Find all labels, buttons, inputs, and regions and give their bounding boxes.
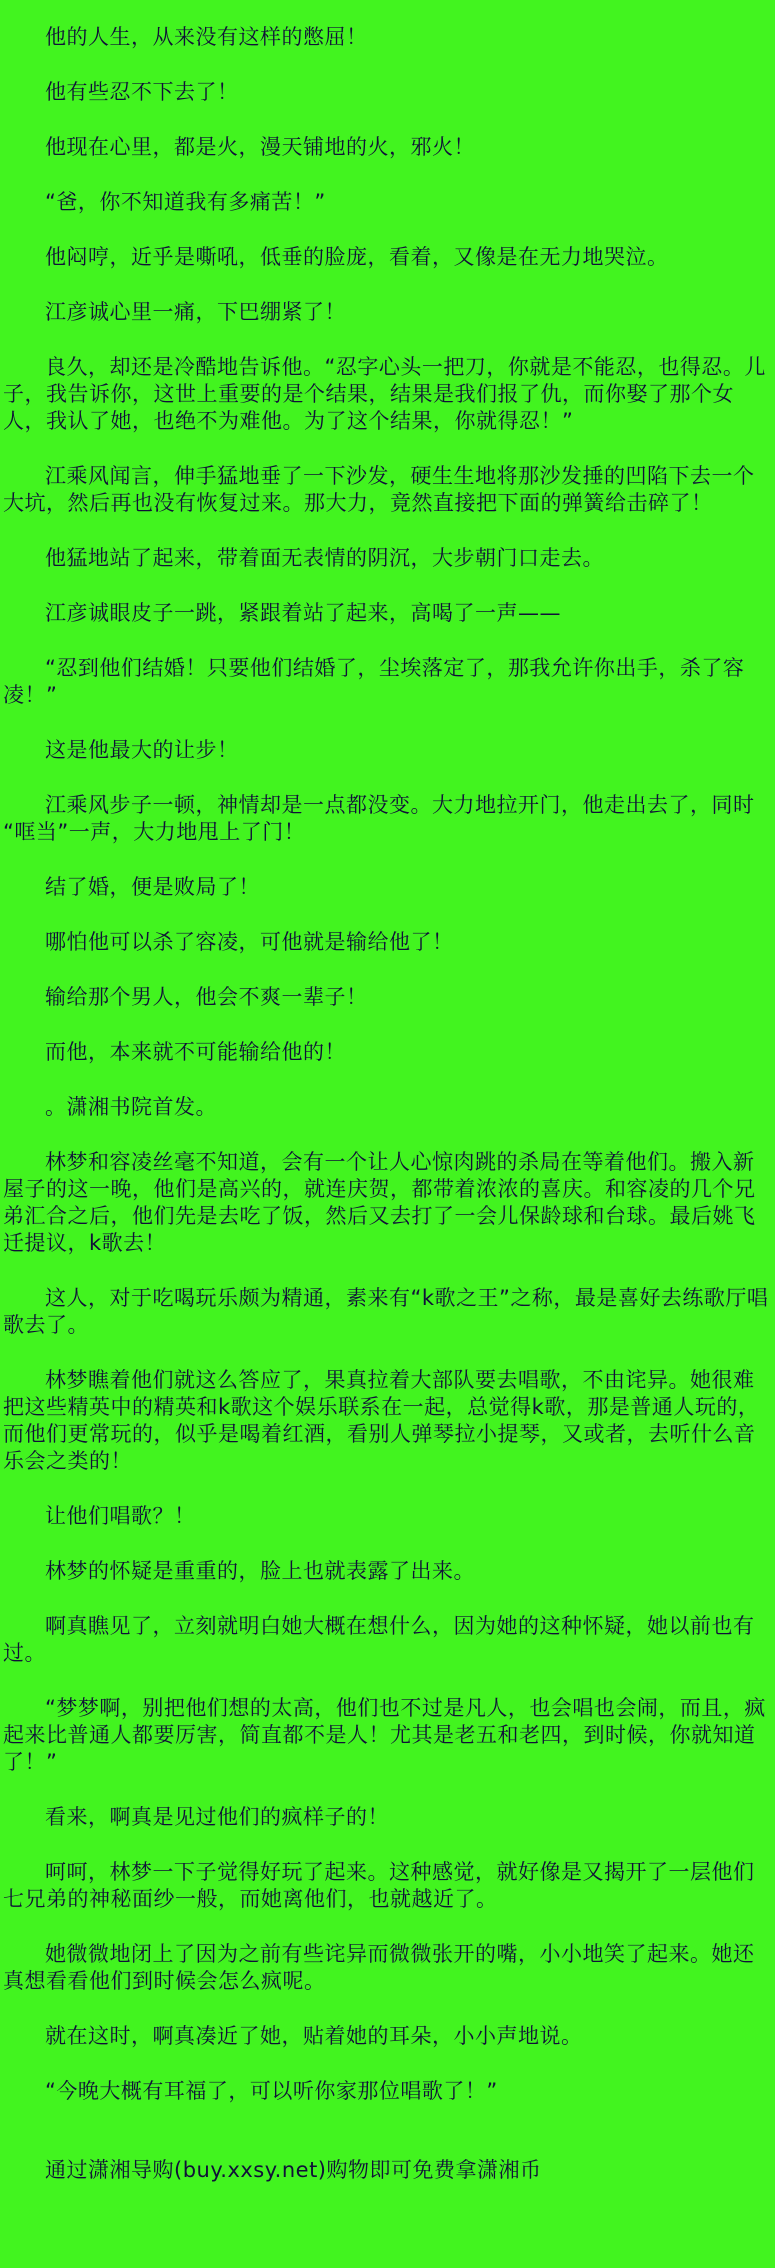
paragraph: 而他，本来就不可能输给他的！	[45, 1040, 346, 1064]
paragraph: 江乘风闻言，伸手猛地垂了一下沙发，硬生生地将那沙发捶的凹陷下去一个大坑，然后再也没有恢复过来。那大力，竟然直接把下面的弹簧给击碎了！	[3, 464, 755, 515]
chapter-footer	[0, 2133, 775, 2184]
paragraph: 林梦的怀疑是重重的，脸上也就表露了出来。	[45, 1559, 475, 1583]
paragraph: 这是他最大的让步！	[45, 738, 239, 762]
paragraph: 输给那个男人，他会不爽一辈子！	[45, 985, 368, 1009]
paragraph: 江彦诚眼皮子一跳，紧跟着站了起来，高喝了一声——	[45, 601, 561, 625]
promo-line: 通过潇湘导购(buy.xxsy.net)购物即可免费拿潇湘币	[45, 2158, 542, 2182]
paragraph: 江乘风步子一顿，神情却是一点都没变。大力地拉开门，他走出去了，同时“哐当”一声，大力地甩上了门！	[3, 793, 755, 844]
paragraph: 她微微地闭上了因为之前有些诧异而微微张开的嘴，小小地笑了起来。她还真想看看他们到时候会怎么疯呢。	[3, 1942, 755, 1993]
paragraph: 他猛地站了起来，带着面无表情的阴沉，大步朝门口走去。	[45, 546, 604, 570]
paragraph: “梦梦啊，别把他们想的太高，他们也不过是凡人，也会唱也会闹，而且，疯起来比普通人都要厉害，简直都不是人！尤其是老五和老四，到时候，你就知道了！”	[3, 1696, 766, 1774]
paragraph: 啊真瞧见了，立刻就明白她大概在想什么，因为她的这种怀疑，她以前也有过。	[3, 1614, 755, 1665]
paragraph: 就在这时，啊真凑近了她，贴着她的耳朵，小小声地说。	[45, 2024, 583, 2048]
paragraph: 他的人生，从来没有这样的憋屈！	[45, 25, 368, 49]
paragraph: 结了婚，便是败局了！	[45, 875, 260, 899]
paragraph: 这人，对于吃喝玩乐颇为精通，素来有“k歌之王”之称，最是喜好去练歌厅唱歌去了。	[3, 1286, 769, 1337]
paragraph: 哪怕他可以杀了容凌，可他就是输给他了！	[45, 930, 454, 954]
paragraph: 林梦瞧着他们就这么答应了，果真拉着大部队要去唱歌，不由诧异。她很难把这些精英中的精英和k歌这个娱乐联系在一起，总觉得k歌，那是普通人玩的，而他们更常玩的，似乎是喝着红酒，看别人弹琴拉小提琴，又或者，去听什么音乐会之类的！	[3, 1368, 760, 1473]
paragraph: 他现在心里，都是火，漫天铺地的火，邪火！	[45, 135, 475, 159]
paragraph: 江彦诚心里一痛，下巴绷紧了！	[45, 300, 346, 324]
paragraph: “爸，你不知道我有多痛苦！”	[45, 190, 326, 214]
paragraph: 呵呵，林梦一下子觉得好玩了起来。这种感觉，就好像是又揭开了一层他们七兄弟的神秘面纱一般，而她离他们，也就越近了。	[3, 1860, 755, 1911]
paragraph: 他闷哼，近乎是嘶吼，低垂的脸庞，看着，又像是在无力地哭泣。	[45, 245, 669, 269]
paragraph: “忍到他们结婚！只要他们结婚了，尘埃落定了，那我允许你出手，杀了容凌！”	[3, 656, 745, 707]
paragraph: 让他们唱歌？！	[45, 1504, 196, 1528]
paragraph: 林梦和容凌丝毫不知道，会有一个让人心惊肉跳的杀局在等着他们。搬入新屋子的这一晚，他们是高兴的，就连庆贺，都带着浓浓的喜庆。和容凌的几个兄弟汇合之后，他们先是去吃了饭，然后又去打了一会儿保龄球和台球。最后姚飞迁提议，k歌去！	[3, 1150, 756, 1255]
paragraph: 看来，啊真是见过他们的疯样子的！	[45, 1805, 389, 1829]
paragraph: 他有些忍不下去了！	[45, 80, 239, 104]
paragraph: “今晚大概有耳福了，可以听你家那位唱歌了！”	[45, 2079, 498, 2103]
paragraph: 。潇湘书院首发。	[45, 1095, 217, 1119]
paragraph: 良久，却还是冷酷地告诉他。“忍字心头一把刀，你就是不能忍，也得忍。儿子，我告诉你，这世上重要的是个结果，结果是我们报了仇，而你娶了那个女人，我认了她，也绝不为难他。为了这个结果，你就得忍！”	[3, 355, 766, 433]
